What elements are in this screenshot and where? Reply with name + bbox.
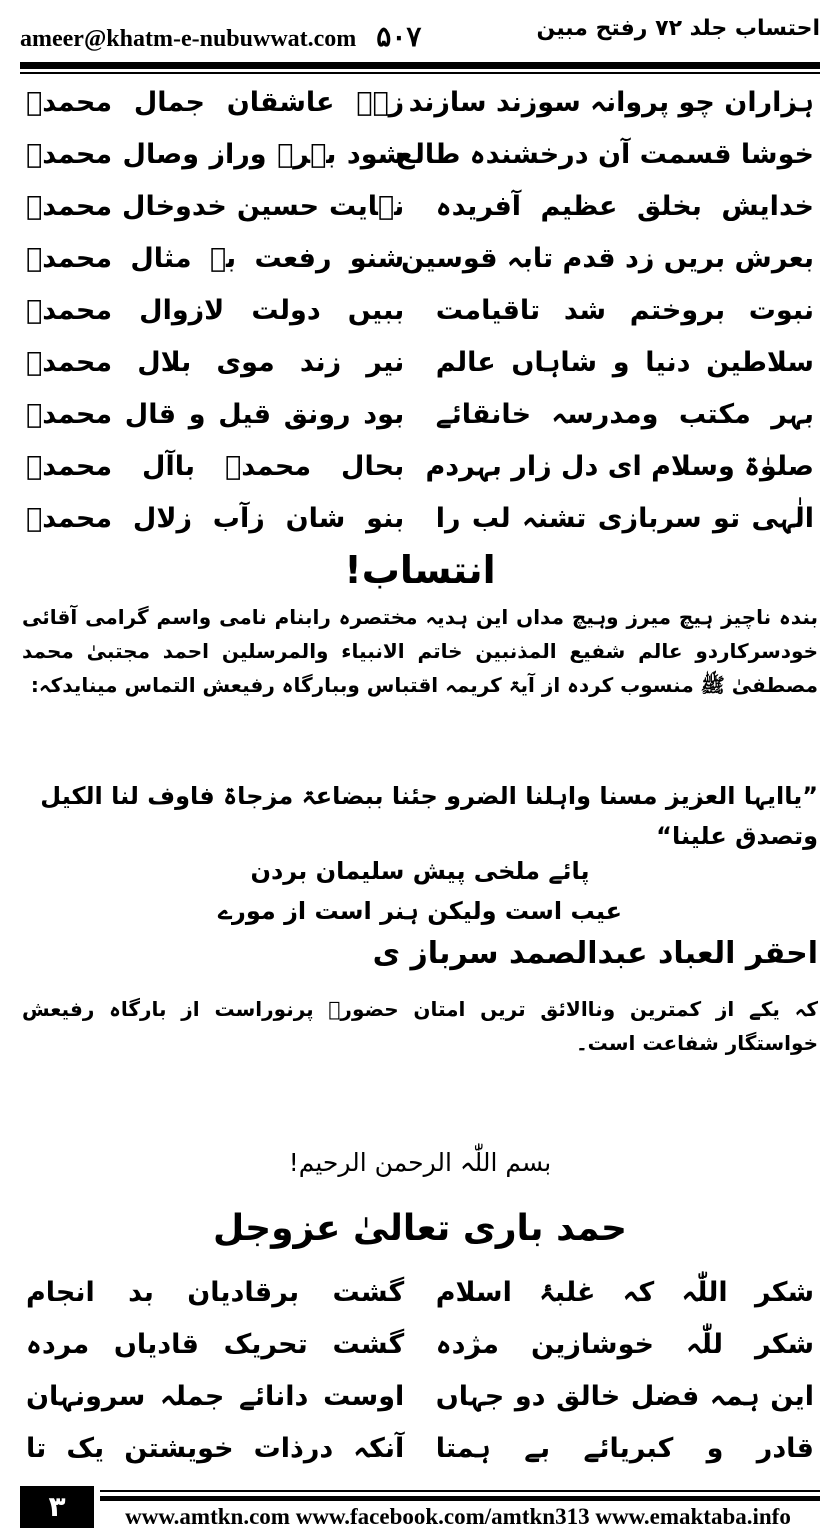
verse-first-half: بعرش بریں زد قدم تابہ قوسین <box>401 242 814 274</box>
verse-row <box>26 440 814 492</box>
verse-second-half: اوست دانائے جملہ سرونہان <box>26 1380 405 1412</box>
verse-second-half: بود رونق قیل و قال محمدؐ <box>26 398 405 430</box>
verse-first-half: سلاطین دنیا و شاہاں عالم <box>435 346 814 378</box>
verse-first-half: نبوت بروختم شد تاقیامت <box>435 294 814 326</box>
verse-first-half: شکر للّٰہ خوشازین مژدہ <box>435 1328 814 1360</box>
verse-second-half: بنو شان زآب زلال محمدؐ <box>26 502 405 534</box>
verses-top <box>26 76 814 544</box>
verse-row <box>26 1266 814 1318</box>
verse-first-half: خوشا قسمت آن درخشندہ طالع <box>396 138 814 170</box>
verse-first-half: صلوٰۃ وسلام ای دل زار بہردم <box>425 450 814 482</box>
couplet-line-1: پائے ملخی پیش سلیمان بردن <box>250 857 590 885</box>
verse-row <box>26 232 814 284</box>
verse-row <box>26 388 814 440</box>
verse-second-half: آنکہ درذات خویشتن یک تا <box>26 1432 405 1464</box>
verse-second-half: گشت برقادیان بد انجام <box>26 1276 405 1308</box>
author-signature: احقر العباد عبدالصمد سرباز ی <box>372 936 818 971</box>
footer-rule-thin <box>100 1490 820 1492</box>
verse-second-half: زہے عاشقان جمال محمدؐ <box>26 86 405 118</box>
verse-row <box>26 1422 814 1474</box>
verse-second-half: شنو رفعت بے مثال محمدؐ <box>26 242 405 274</box>
header-page-number: ۵۰۷ <box>376 22 422 53</box>
verse-row <box>26 284 814 336</box>
arabic-quote: ”یاایہا العزیز مسنا واہلنا الضرو جئنا ببضاعۃ مزجاۃ فاوف لنا الکیل وتصدق علینا“ <box>40 782 818 850</box>
header-email: ameer@khatm-e-nubuwwat.com <box>20 26 357 52</box>
verse-first-half: این ہمہ فضل خالق دو جہاں <box>435 1380 814 1412</box>
verse-second-half: نیر زند موی بلال محمدؐ <box>26 346 405 378</box>
verse-row <box>26 1370 814 1422</box>
verse-row <box>26 128 814 180</box>
verse-second-half: بحال محمدؐ باآل محمدؐ <box>26 450 405 482</box>
dedication-paragraph: بندہ ناچیز ہیچ میرز وہیچ مداں این ہدیہ مختصرہ رابنام نامی واسم گرامی آقائی خودسرکاردو عالم شفیع المذنبین خاتم الانبیاء والمرسلین احمد مجتبیٰ محمد مصطفیٰ ﷺ منسوب کردہ از آیۃ کریمہ اقتباس وببارگاہ رفیعش التماس مینایدکہ: <box>22 605 818 697</box>
verse-second-half: گشت تحریک قادیاں مردہ <box>26 1328 405 1360</box>
dedication-title: انتساب! <box>344 548 496 592</box>
verse-second-half: شود بہرہ وراز وصال محمدؐ <box>26 138 405 170</box>
header-rule-thin <box>20 72 820 74</box>
verse-row <box>26 76 814 128</box>
verse-first-half: بہر مکتب ومدرسہ خانقائے <box>435 398 814 430</box>
verse-second-half: ببیں دولت لازوال محمدؐ <box>26 294 405 326</box>
footer-rule-thick <box>100 1496 820 1501</box>
hamd-title: حمد باری تعالیٰ عزوجل <box>213 1208 627 1249</box>
verse-row <box>26 180 814 232</box>
footer-urls: www.amtkn.com www.facebook.com/amtkn313 www.emaktaba.info <box>125 1504 791 1529</box>
footer-page-number: ۳ <box>20 1486 94 1528</box>
verse-first-half: الٰہی تو سربازی تشنہ لب را <box>435 502 814 534</box>
header-rule-thick <box>20 62 820 69</box>
verse-first-half: خدایش بخلق عظیم آفریدہ <box>435 190 814 222</box>
verse-first-half: قادر و کبریائے بے ہمتا <box>435 1432 814 1464</box>
verse-first-half: شکر اللّٰہ کہ غلبۂ اسلام <box>435 1276 814 1308</box>
bismillah: بسم اللّٰہ الرحمن الرحیم! <box>288 1148 552 1177</box>
verse-row <box>26 1318 814 1370</box>
hamd-verses <box>26 1266 814 1474</box>
verse-row <box>26 492 814 544</box>
header-left <box>20 20 421 54</box>
header-book-title: احتساب جلد ۷۲ رفتح مبین <box>536 16 820 41</box>
verse-row <box>26 336 814 388</box>
verse-first-half: ہزاران چو پروانہ سوزند سازند <box>408 86 814 118</box>
couplet-line-2: عیب است ولیکن ہنر است از مورے <box>217 897 623 925</box>
verse-second-half: نہایت حسین خدوخال محمدؐ <box>26 190 405 222</box>
closing-paragraph: کہ یکے از کمترین وناالائق تریں امتان حضورؐ پرنوراست از بارگاہ رفیعش خواستگار شفاعت است۔ <box>22 997 818 1055</box>
